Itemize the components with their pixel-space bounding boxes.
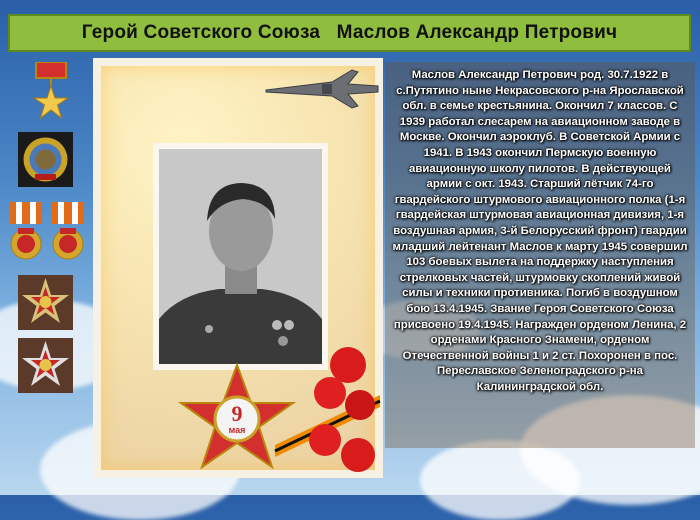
fighter-jet-icon <box>262 60 382 118</box>
biography-panel <box>385 62 695 448</box>
badge-text: мая <box>228 425 246 435</box>
title-banner <box>8 14 691 52</box>
cloud <box>420 440 580 520</box>
page-title: Герой Советского Союза Маслов Александр Петрович <box>81 22 618 43</box>
hero-gold-star-icon <box>32 62 70 122</box>
awards-column <box>8 60 93 400</box>
order-of-patriotic-war-icon <box>18 275 73 330</box>
order-of-lenin-icon <box>18 132 73 187</box>
victory-day-badge <box>177 363 297 473</box>
order-of-patriotic-war-icon <box>18 338 73 393</box>
biography-text: Маслов Александр Петрович род. 30.7.1922 в с.Путятино ныне Некрасовского р-на Ярославской обл. в семье крестьянина. Окончил 7 классов. С 1939 работал слесарем на авиационном заводе в Москве. Окончил аэроклуб. В Советской Армии с 1941. В 1943 окончил Пермскую военную авиационную школу пилотов. В действующей армии с окт. 1943. Старший лётчик 74-го гвардейского штурмового авиационного полка (1-я гвардейская штурмовая авиационная дивизия, 1-я воздушная армия, 3-й Белорусский фронт) гвардии младший лейтенант Маслов к марту 1945 совершил 103 боевых вылета на поддержку наступления стрелковых частей, штурмовку скоплений живой силы и техники противника. Погиб в воздушном бою 13.4.1945. Звание Героя Советского Союза присвоено 19.4.1945. Награжден орденом Ленина, 2 орденами Красного Знамени, орденом Отечественной войны 1 и 2 ст. Похоронен в пос. Переславское Зеленоградского р-на Калининградской обл. <box>392 69 688 393</box>
order-of-red-banner-icon <box>50 202 86 264</box>
badge-number: 9 <box>231 401 243 426</box>
order-of-red-banner-icon <box>8 202 44 264</box>
